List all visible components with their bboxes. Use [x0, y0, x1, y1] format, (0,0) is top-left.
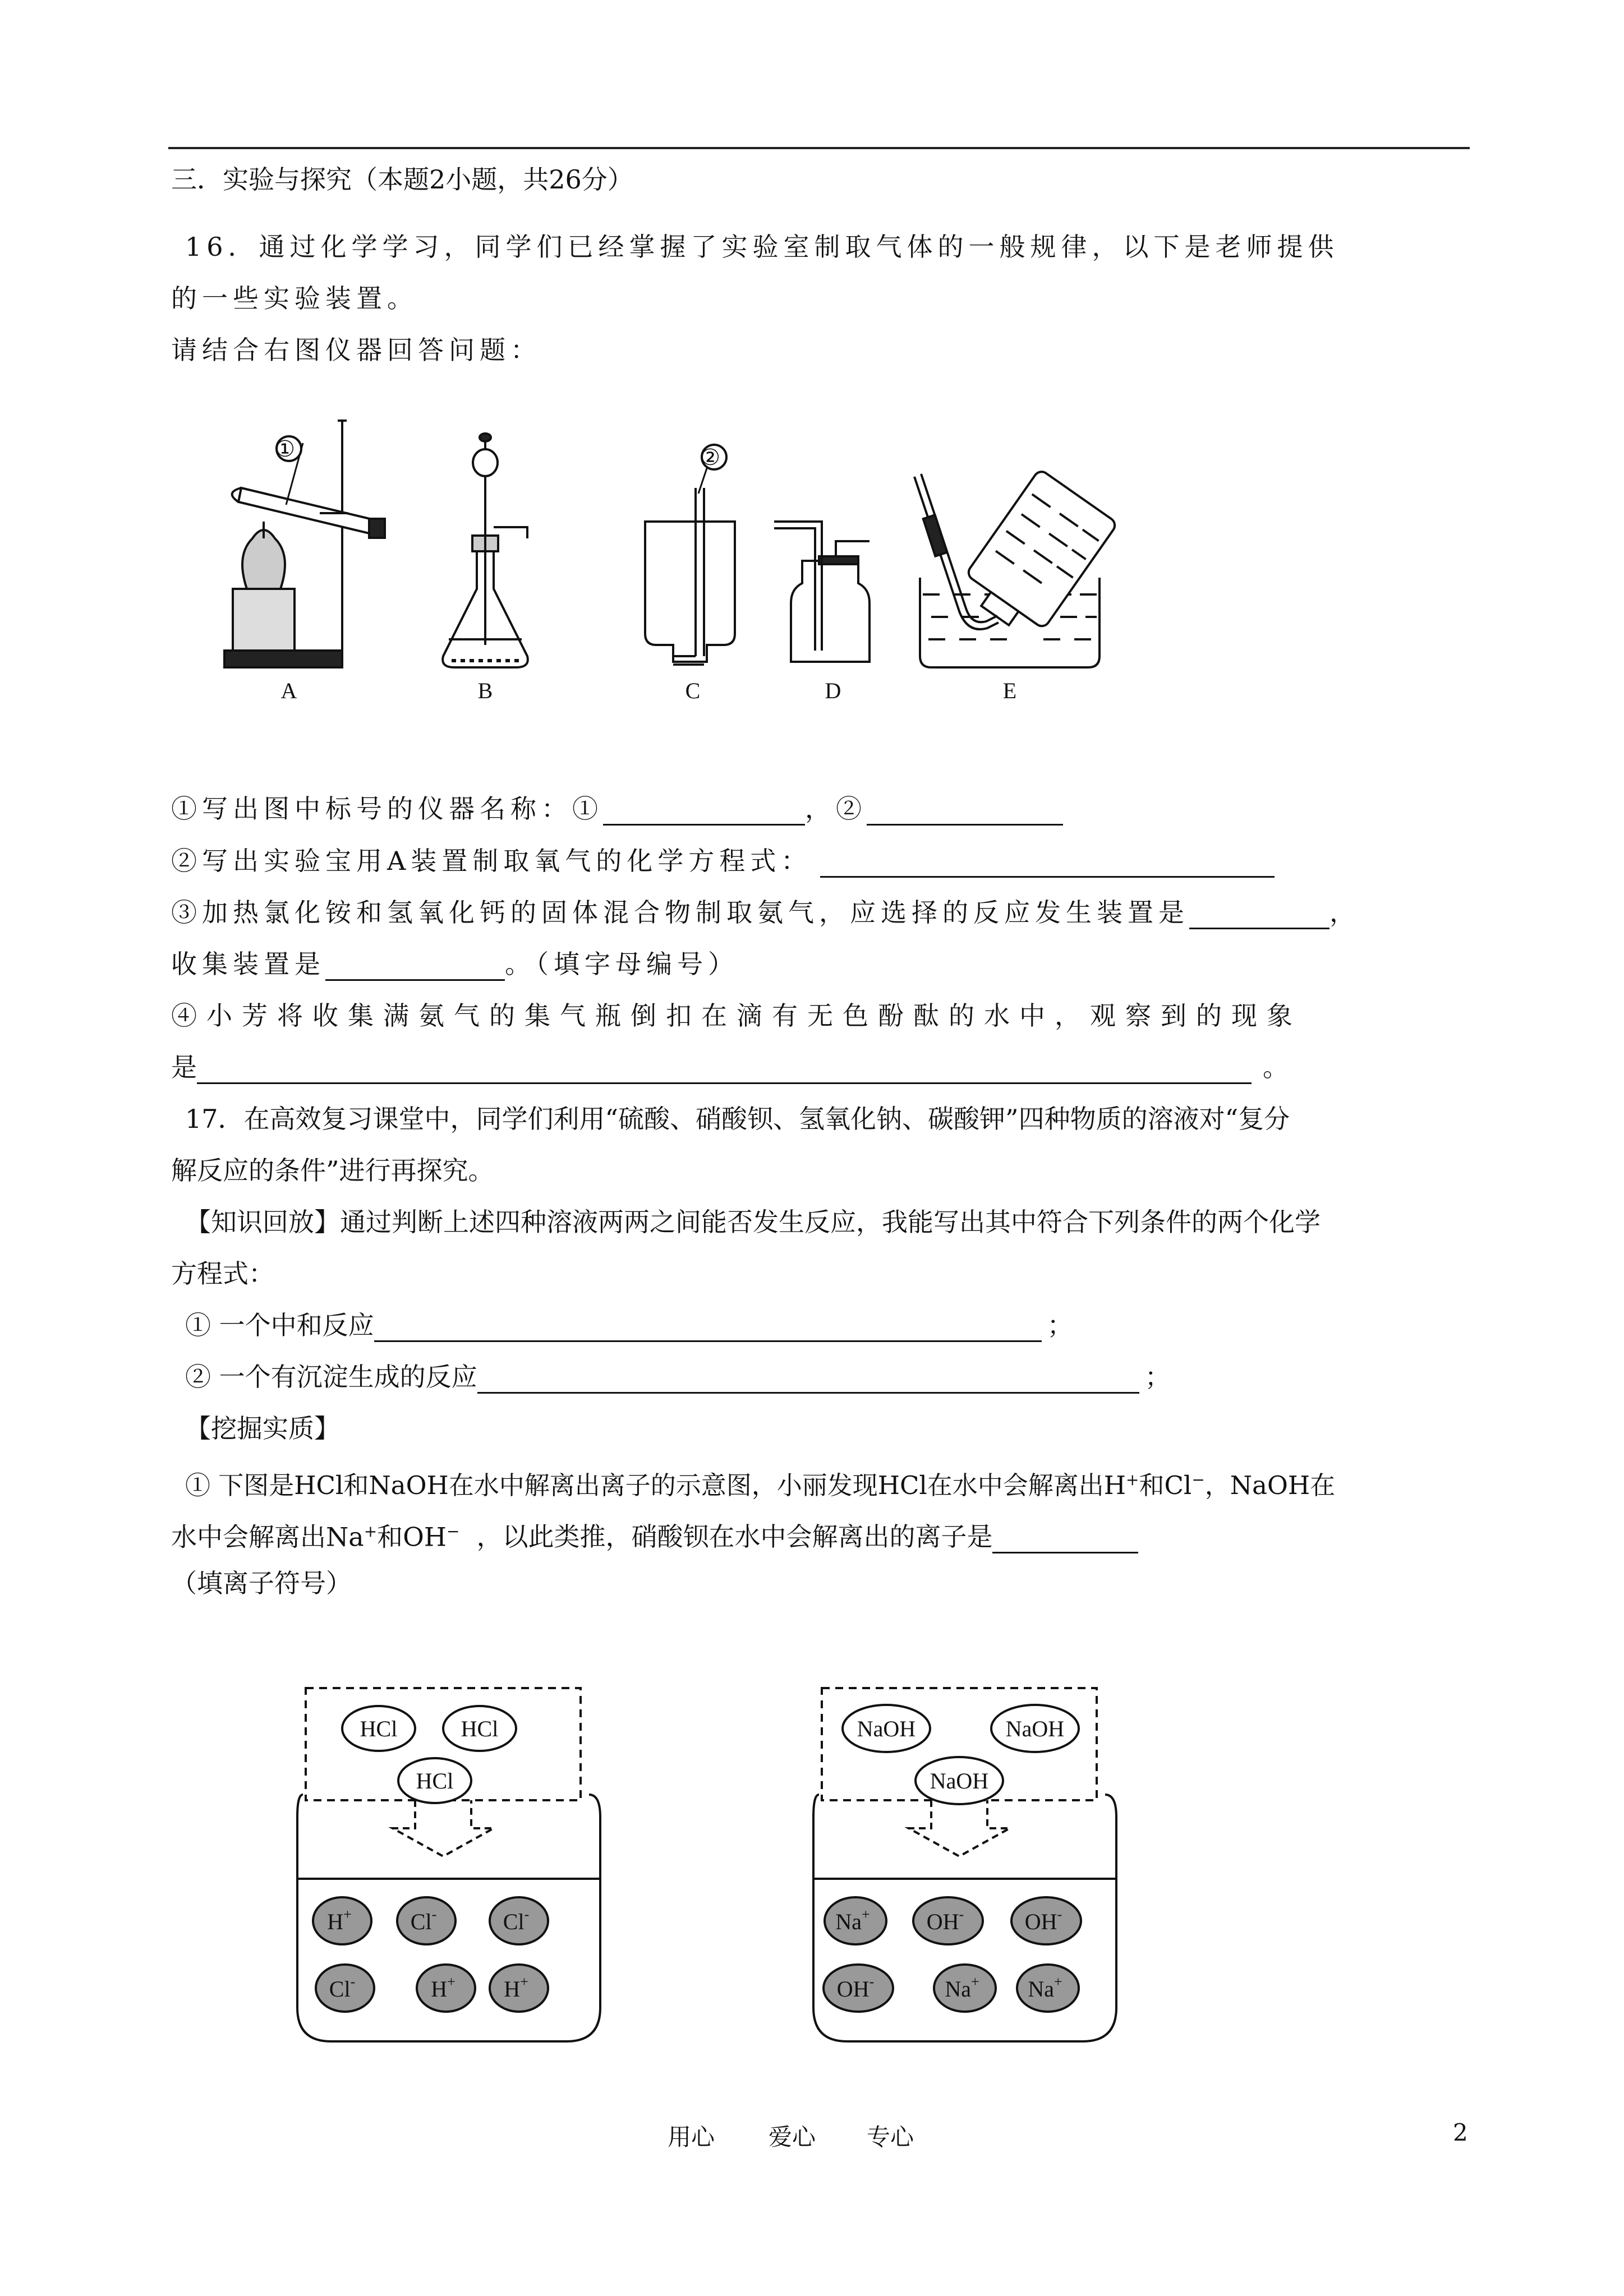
q16-item3-text: ③加热氯化铵和氢氧化钙的固体混合物制取氨气，应选择的反应发生装置是 [171, 897, 1189, 928]
footer-motto-1: 用心 [668, 2123, 715, 2151]
q16-item2-text: ②写出实验宝用A装置制取氧气的化学方程式： [171, 846, 812, 876]
q16-item4-line2-text: 是 [171, 1052, 197, 1082]
naoh-ion-3: OH- [1024, 1906, 1062, 1934]
q16-item3-blank2[interactable] [325, 951, 505, 981]
q17-dig-text-b: 和Cl [1139, 1470, 1192, 1500]
hcl-molecule-3: HCl [416, 1768, 454, 1794]
q17-item2-tail: ； [1144, 1362, 1171, 1392]
apparatus-c [645, 445, 735, 665]
q17-intro-line1: 17．在高效复习课堂中，同学们利用“硫酸、硝酸钡、氢氧化钠、碳酸钾”四种物质的溶液对“复分 [185, 1104, 1290, 1134]
q17-item1 [185, 1308, 1073, 1342]
naoh-ion-1: Na+ [835, 1906, 870, 1934]
label-c: C [685, 678, 701, 703]
q16-item4-blank[interactable] [197, 1054, 1252, 1084]
hcl-molecule-1: HCl [360, 1716, 398, 1741]
hcl-ion-5: H+ [431, 1974, 456, 2002]
marker-2-label: ② [700, 445, 720, 470]
label-e: E [1002, 678, 1017, 703]
section-title: 三．实验与探究（本题2小题，共26分） [171, 164, 633, 195]
naoh-molecule-1: NaOH [857, 1716, 916, 1741]
q17-item1-tail: ； [1047, 1310, 1073, 1340]
hcl-ion-6: H+ [504, 1974, 528, 2002]
q16-intro-line2: 的一些实验装置。 [171, 283, 418, 313]
q17-item1-blank[interactable] [374, 1312, 1042, 1342]
q16-item2 [171, 844, 1275, 878]
hcl-diagram [292, 1677, 606, 2058]
label-d: D [825, 678, 841, 703]
q16-item1 [171, 792, 1063, 826]
q17-review-line1 [185, 1205, 1321, 1239]
q17-item1-text: ① 一个中和反应 [185, 1310, 374, 1340]
q16-item1-blank2[interactable] [867, 796, 1063, 826]
q16-item4-line2 [171, 1050, 1289, 1084]
apparatus-figure [213, 409, 1133, 712]
q16-item4-line2-tail: 。 [1263, 1052, 1289, 1082]
q16-item4: ④小芳将收集满氨气的集气瓶倒扣在滴有无色酚酞的水中，观察到的现象 [171, 1001, 1302, 1031]
naoh-ion-4: OH- [836, 1974, 875, 2002]
q17-review-text: 通过判断上述四种溶液两两之间能否发生反应，我能写出其中符合下列条件的两个化学 [340, 1207, 1321, 1237]
q16-intro-line1: 16．通过化学学习，同学们已经掌握了实验室制取气体的一般规律，以下是老师提供 [185, 232, 1339, 262]
q17-dig-line1 [185, 1463, 1335, 1502]
q17-review-line2: 方程式： [171, 1258, 274, 1289]
apparatus-d [774, 522, 869, 662]
q17-intro-line2: 解反应的条件”进行再探究。 [171, 1155, 494, 1186]
q16-item1-blank1[interactable] [603, 796, 805, 826]
naoh-ion-6: Na+ [1028, 1974, 1062, 2002]
naoh-molecule-2: NaOH [1005, 1716, 1065, 1741]
naoh-ion-2: OH- [926, 1906, 964, 1934]
naoh-molecule-3: NaOH [930, 1768, 989, 1794]
q17-dig-text-c: ，NaOH在 [1204, 1470, 1336, 1500]
q17-dig-minus: − [1191, 1470, 1205, 1489]
hcl-ion-3: Cl- [503, 1906, 530, 1934]
q16-item3-line2-text: 收集装置是 [171, 949, 325, 979]
q17-item2-text: ② 一个有沉淀生成的反应 [185, 1362, 477, 1392]
naoh-diagram [808, 1677, 1122, 2058]
q17-dig2-plus: + [364, 1522, 378, 1541]
q16-item3-blank1[interactable] [1189, 900, 1329, 929]
q16-item3-line2-tail: 。（填字母编号） [505, 949, 739, 979]
q16-item3-tail: ， [1329, 897, 1360, 928]
apparatus-b [443, 434, 528, 667]
apparatus-e [914, 469, 1118, 667]
q17-dig2-minus: − [446, 1522, 460, 1541]
q17-dig2-c: ，以此类推，硝酸钡在水中会解离出的离子是 [476, 1522, 993, 1552]
page-number: 2 [1453, 2119, 1468, 2146]
naoh-ion-5: Na+ [945, 1974, 979, 2002]
q16-item3-line2 [171, 947, 739, 981]
q17-dig-line2 [171, 1515, 1138, 1553]
marker-1-label: ① [275, 436, 295, 462]
q17-item2 [185, 1360, 1171, 1394]
q17-item2-blank[interactable] [477, 1364, 1139, 1394]
q16-item1-text: ①写出图中标号的仪器名称：① [171, 794, 603, 824]
hcl-ion-2: Cl- [410, 1906, 437, 1934]
header-rule [168, 147, 1470, 149]
label-b: B [477, 678, 493, 703]
label-a: A [280, 678, 297, 703]
footer-motto-3: 专心 [867, 2123, 914, 2151]
footer-motto-2: 爱心 [769, 2123, 816, 2151]
hcl-ion-1: H+ [327, 1906, 352, 1934]
q17-dig-heading: 【挖掘实质】 [185, 1413, 340, 1444]
apparatus-a [224, 421, 385, 667]
q16-item1-sep: ，② [805, 794, 867, 824]
q17-dig-plus: + [1126, 1470, 1139, 1489]
q16-intro-line3: 请结合右图仪器回答问题： [171, 335, 541, 365]
q17-dig2-b: 和OH [377, 1522, 447, 1552]
q17-dig-text-a: ① 下图是HCl和NaOH在水中解离出离子的示意图，小丽发现HCl在水中会解离出H [185, 1470, 1126, 1500]
q17-dig-line3: （填离子符号） [171, 1568, 352, 1598]
hcl-ion-4: Cl- [329, 1974, 356, 2002]
q17-review-heading: 【知识回放】 [185, 1207, 340, 1237]
q17-dig2-blank[interactable] [992, 1524, 1138, 1553]
hcl-molecule-2: HCl [461, 1716, 499, 1741]
q17-dig2-a: 水中会解离出Na [171, 1522, 364, 1552]
q16-item2-blank[interactable] [820, 848, 1275, 878]
q16-item3 [171, 896, 1360, 929]
